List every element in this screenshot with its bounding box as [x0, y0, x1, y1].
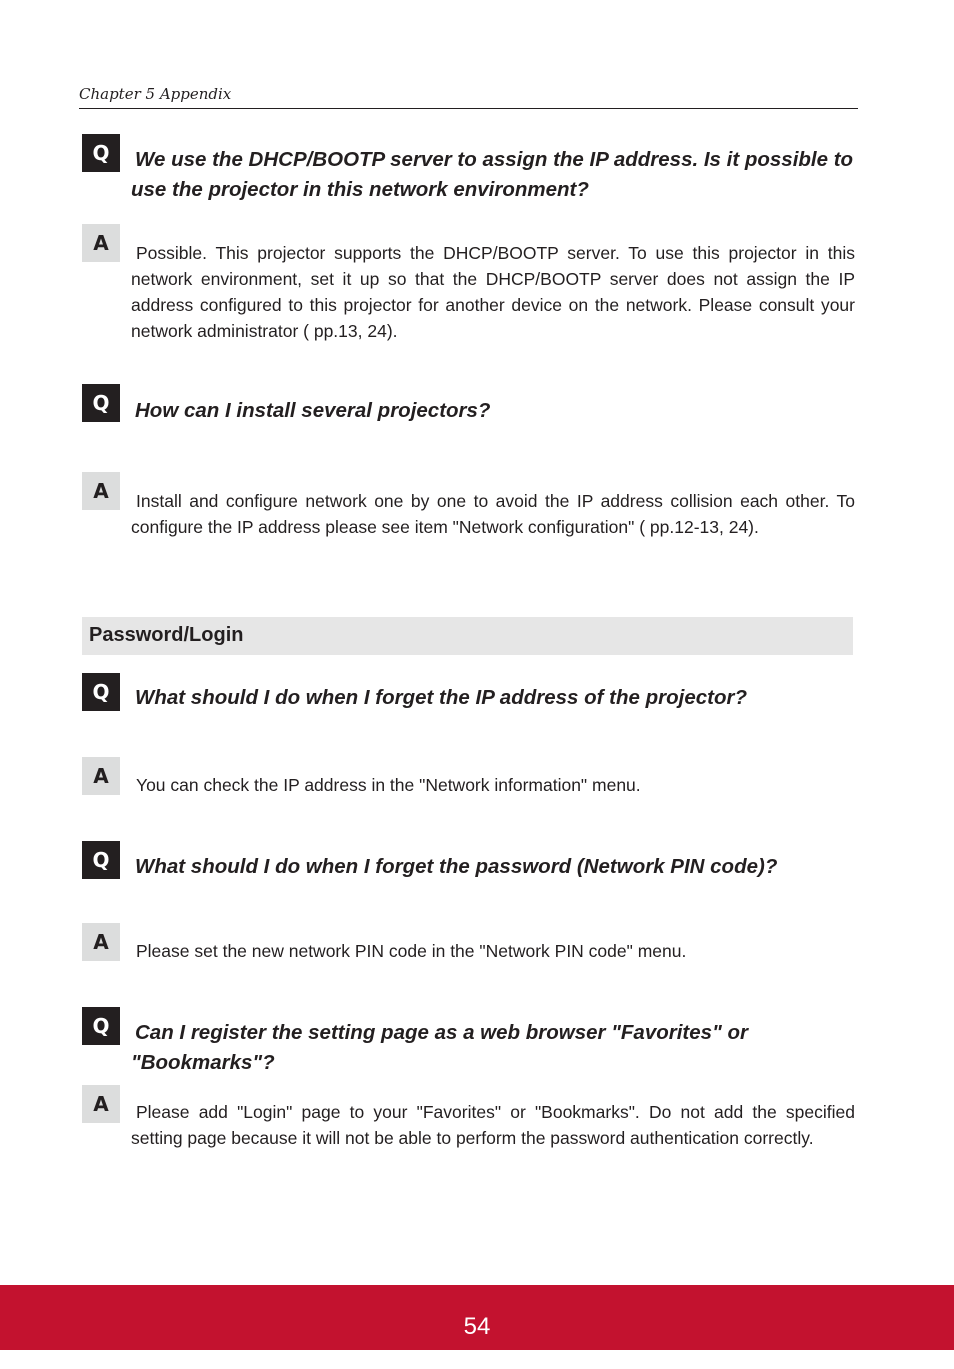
question-badge: Q	[82, 384, 120, 422]
section-header	[82, 617, 853, 655]
question-badge: Q	[82, 673, 120, 711]
section-title: Password/Login	[89, 624, 244, 646]
chapter-title: Chapter 5 Appendix	[79, 85, 232, 103]
answer-text: Possible. This projector supports the DHCP/BOOTP server. To use this projector in this network environment, set it up so that the DHCP/BOOTP server does not assign the IP address configured to this projector for another device on the network. Please consult your network administrator ( pp.13, 24).	[131, 243, 855, 341]
question-text: What should I do when I forget the IP address of the projector?	[135, 686, 747, 709]
question-badge: Q	[82, 1007, 120, 1045]
question-badge: Q	[82, 134, 120, 172]
answer-badge: A	[82, 224, 120, 262]
answer-text: Install and configure network one by one to avoid the IP address collision each other. To configure the IP address please see item "Network configuration" ( pp.12-13, 24).	[131, 491, 855, 537]
answer-badge: A	[82, 472, 120, 510]
question-text: What should I do when I forget the password (Network PIN code)?	[135, 855, 778, 878]
answer-badge: A	[82, 923, 120, 961]
answer-text: You can check the IP address in the "Network information" menu.	[136, 775, 641, 795]
answer-badge: A	[82, 1085, 120, 1123]
question-text: How can I install several projectors?	[135, 399, 491, 422]
answer-text: Please add "Login" page to your "Favorites" or "Bookmarks". Do not add the specified setting page because it will not be able to perform the password authentication correctly.	[131, 1102, 855, 1148]
answer-badge: A	[82, 757, 120, 795]
question-badge: Q	[82, 841, 120, 879]
answer-text: Please set the new network PIN code in the "Network PIN code" menu.	[136, 941, 687, 961]
footer-bar	[0, 1285, 954, 1350]
question-text: We use the DHCP/BOOTP server to assign the IP address. Is it possible to use the projector in this network environment?	[131, 148, 854, 201]
page-header	[79, 84, 858, 109]
page-number: 54	[463, 1313, 491, 1340]
question-text: Can I register the setting page as a web browser "Favorites" or "Bookmarks"?	[131, 1021, 748, 1074]
